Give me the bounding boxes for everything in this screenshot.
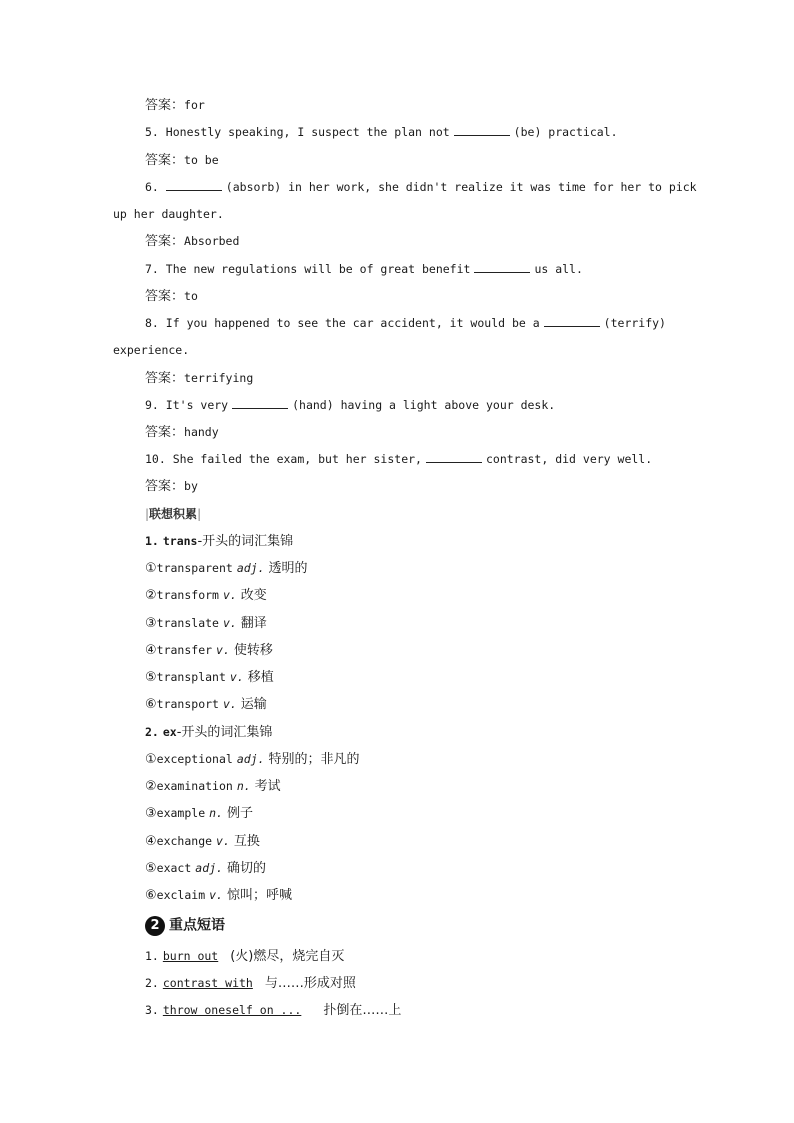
entry-word: transport [156,697,219,711]
entry-mark: ⑥ [145,888,157,903]
entry-pos: v. [209,888,223,902]
entry-word: exchange [156,834,213,848]
question-7 [145,261,583,277]
vocab-entry [145,860,266,877]
phrase-item [145,1002,401,1019]
question-text: us all. [534,262,583,276]
answer-label: 答案： [145,425,185,440]
question-5 [145,124,618,140]
answer-line [145,97,205,114]
vocab-entry [145,587,267,604]
vocab-entry [145,669,274,686]
answer-line [145,288,198,305]
answer-label: 答案： [145,153,185,168]
group-prefix: trans [162,534,198,548]
answer-label: 答案： [145,479,185,494]
phrase-text: throw oneself on ... [162,1003,302,1017]
vocab-entry [145,751,360,768]
entry-meaning: 改变 [240,588,267,603]
group-number: 2. [145,725,159,739]
vocab-entry [145,615,267,632]
phrase-meaning: 与……形成对照 [264,976,356,991]
question-text: If you happened to see the car accident, it would be a [165,316,540,330]
entry-mark: ⑤ [145,670,157,685]
question-8-continued: experience. [113,343,190,357]
vocab-entry [145,642,273,659]
answer-label: 答案： [145,98,185,113]
section-number-badge: 2 [145,916,165,936]
entry-word: examination [156,779,233,793]
entry-word: translate [156,616,219,630]
question-6-continued: up her daughter. [113,207,224,221]
answer-line [145,233,239,250]
entry-meaning: 运输 [240,697,267,712]
phrase-item [145,975,356,992]
entry-mark: ① [145,752,157,767]
vocab-entry [145,696,267,713]
entry-mark: ② [145,779,157,794]
answer-label: 答案： [145,289,185,304]
answer-label: 答案： [145,371,185,386]
question-6 [145,179,697,195]
question-8 [145,315,666,331]
group-title [145,724,272,741]
entry-word: transparent [156,561,233,575]
entry-word: exceptional [156,752,233,766]
entry-meaning: 透明的 [268,561,308,576]
answer-line [145,152,219,169]
question-number: 5. [145,125,159,139]
entry-pos: adj. [236,561,265,575]
question-text: contrast, did very well. [485,452,653,466]
vocab-entry [145,833,260,850]
answer-label: 答案： [145,234,185,249]
entry-pos: v. [229,670,244,684]
vocab-entry [145,778,281,795]
phrase-number: 2. [145,976,159,990]
phrase-text: contrast with [162,976,253,990]
entry-pos: v. [222,697,237,711]
answer-text: Absorbed [184,234,240,248]
answer-text: to be [184,153,219,167]
entry-pos: n. [209,806,223,820]
section-tag-label: 联想积累 [149,507,198,521]
fill-blank [454,125,510,136]
answer-line [145,478,198,495]
entry-word: exclaim [156,888,206,902]
entry-meaning: 特别的；非凡的 [268,752,360,767]
answer-line [145,424,219,441]
entry-mark: ① [145,561,157,576]
section-title: 重点短语 [168,917,225,934]
entry-meaning: 例子 [226,806,253,821]
group-title-text: -开头的词汇集锦 [197,534,294,549]
phrase-meaning: (火)燃尽，烧完自灭 [230,949,345,964]
fill-blank [544,316,600,327]
section-tag: |联想积累| [145,507,202,521]
entry-pos: v. [222,616,237,630]
vocab-entry [145,805,253,822]
entry-mark: ③ [145,616,157,631]
entry-meaning: 翻译 [240,616,267,631]
question-number: 6. [145,180,159,194]
fill-blank [426,452,482,463]
question-10 [145,451,652,467]
vocab-entry [145,560,308,577]
entry-meaning: 惊叫；呼喊 [226,888,292,903]
answer-text: to [184,289,198,303]
answer-text: for [184,98,205,112]
question-text: (be) practical. [513,125,618,139]
entry-meaning: 互换 [233,834,260,849]
question-text: It's very [165,398,229,412]
question-number: 7. [145,262,159,276]
entry-mark: ④ [145,643,157,658]
question-number: 8. [145,316,159,330]
section-heading [145,914,225,937]
phrase-item [145,948,344,965]
entry-pos: n. [236,779,251,793]
phrase-meaning: 扑倒在……上 [323,1003,402,1018]
answer-text: handy [184,425,219,439]
question-number: 9. [145,398,159,412]
entry-mark: ⑤ [145,861,157,876]
entry-mark: ③ [145,806,157,821]
question-text: Honestly speaking, I suspect the plan not [165,125,450,139]
entry-meaning: 使转移 [233,643,273,658]
answer-text: by [184,479,198,493]
entry-pos: adj. [236,752,265,766]
entry-word: transplant [156,670,226,684]
entry-pos: v. [216,643,230,657]
entry-word: exact [156,861,192,875]
question-text: She failed the exam, but her sister, [172,452,422,466]
entry-word: example [156,806,206,820]
entry-meaning: 考试 [254,779,281,794]
fill-blank [166,180,222,191]
question-text: (hand) having a light above your desk. [292,398,556,412]
question-9 [145,397,555,413]
phrase-number: 3. [145,1003,159,1017]
entry-pos: adj. [195,861,223,875]
question-number: 10. [145,452,166,466]
entry-pos: v. [216,834,230,848]
entry-pos: v. [222,588,237,602]
vocab-entry [145,887,292,904]
entry-meaning: 确切的 [226,861,266,876]
entry-meaning: 移植 [247,670,274,685]
phrase-number: 1. [145,949,159,963]
phrase-text: burn out [162,949,219,963]
question-text: (terrify) [603,316,666,330]
fill-blank [474,262,530,273]
group-number: 1. [145,534,159,548]
entry-mark: ④ [145,834,157,849]
group-prefix: ex [162,725,177,739]
group-title-text: -开头的词汇集锦 [176,725,273,740]
group-title [145,533,293,550]
question-text: The new regulations will be of great benefit [165,262,471,276]
answer-line [145,370,253,387]
answer-text: terrifying [184,371,254,385]
question-text: (absorb) in her work, she didn't realize it was time for her to pick [225,180,697,194]
entry-mark: ⑥ [145,697,157,712]
entry-word: transform [156,588,219,602]
entry-mark: ② [145,588,157,603]
entry-word: transfer [156,643,213,657]
fill-blank [232,398,288,409]
